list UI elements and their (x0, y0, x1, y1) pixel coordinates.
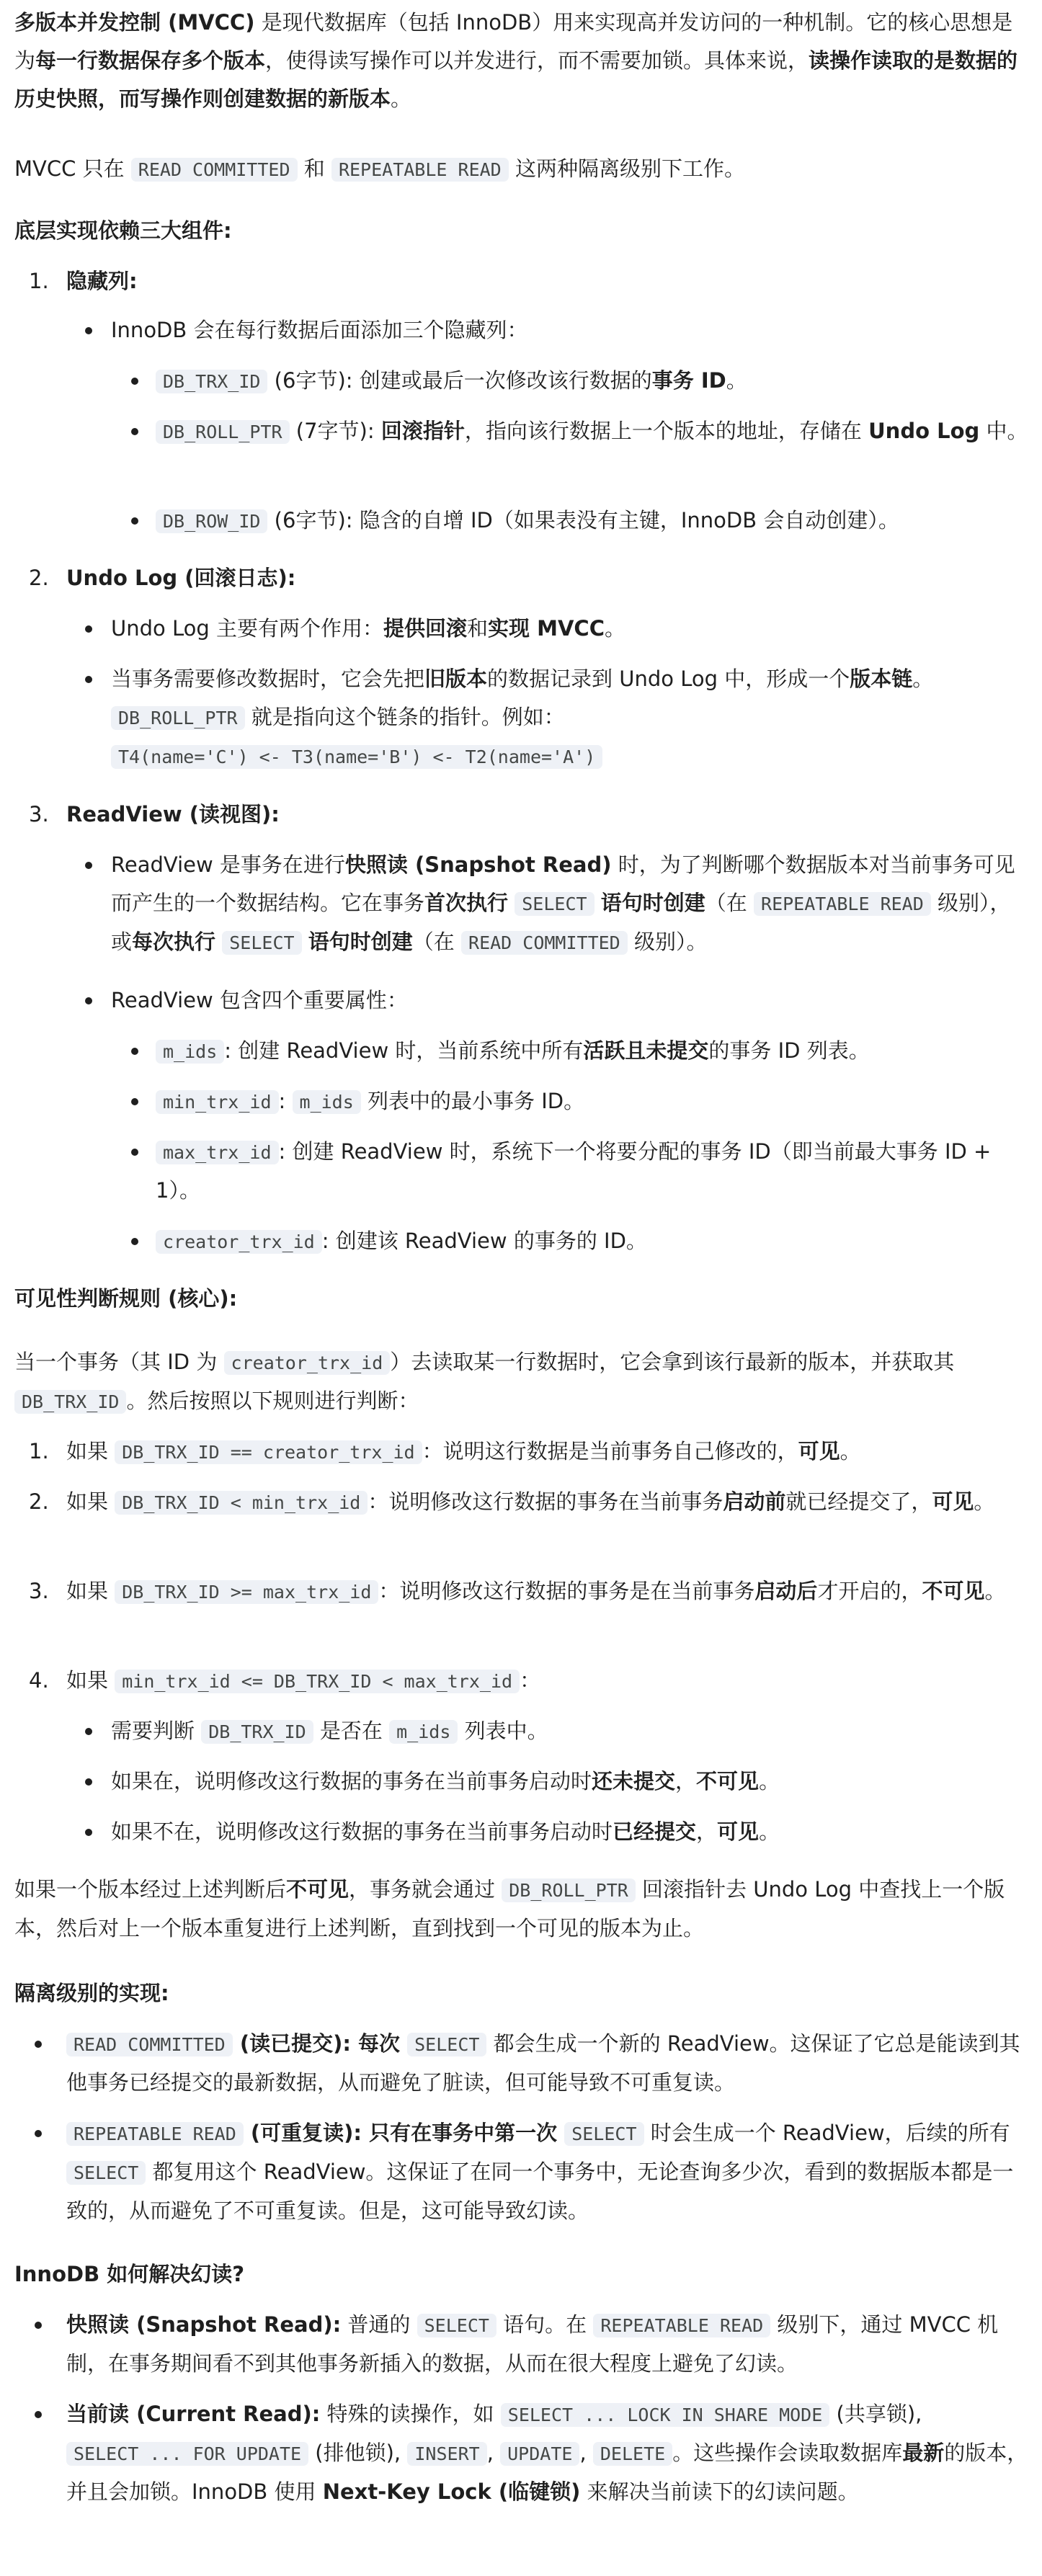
rule4-sub-2: 如果在，说明修改这行数据的事务在当前事务启动时还未提交，不可见。 (66, 1762, 1029, 1801)
bullet-icon (35, 2130, 42, 2137)
inline-code: READ COMMITTED (461, 931, 628, 955)
inline-code: DB_ROLL_PTR (111, 706, 245, 730)
inline-code: SELECT (407, 2033, 486, 2056)
inline-code: DB_TRX_ID (14, 1390, 126, 1414)
inline-code: SELECT ... LOCK IN SHARE MODE (501, 2403, 830, 2427)
inline-code: DB_TRX_ID == creator_trx_id (115, 1440, 422, 1464)
inline-code: READ COMMITTED (131, 158, 298, 182)
inline-code: DB_TRX_ID (156, 370, 267, 393)
list-marker: 3. (29, 1579, 49, 1603)
list-item: Undo Log 主要有两个作用：提供回滚和实现 MVCC。 (66, 610, 1029, 648)
visibility-rule-2: 2. 如果 DB_TRX_ID < min_trx_id ：说明修改这行数据的事务在当前事务启动前就已经提交了，可见。 (14, 1483, 1029, 1522)
inline-code: SELECT (564, 2122, 644, 2146)
visibility-rule-1: 1. 如果 DB_TRX_ID == creator_trx_id ：说明这行数据是当前事务自己修改的，可见。 (14, 1432, 1029, 1471)
visibility-intro: 当一个事务（其 ID 为 creator_trx_id ）去读取某一行数据时，它会拿到该行最新的版本，并获取其 DB_TRX_ID 。然后按照以下规则进行判断： (14, 1350, 955, 1413)
readview-attr-creator-trx-id: creator_trx_id : 创建该 ReadView 的事务的 ID。 (111, 1222, 1029, 1261)
inline-code: SELECT ... FOR UPDATE (66, 2442, 308, 2466)
isolation-heading: 隔离级别的实现: (14, 1981, 169, 2005)
bullet-icon (85, 1778, 92, 1786)
components-heading: 底层实现依赖三大组件: (14, 218, 232, 243)
component-readview (14, 795, 1029, 834)
bullet-icon (131, 517, 138, 525)
bullet-icon (35, 2322, 42, 2329)
inline-code: SELECT (515, 892, 594, 916)
list-marker: 3. (29, 802, 49, 826)
bullet-icon (131, 1048, 138, 1055)
readview-attr-m-ids: m_ids : 创建 ReadView 时，当前系统中所有活跃且未提交的事务 ID 列表。 (111, 1032, 1029, 1071)
rule4-sub-3: 如果不在，说明修改这行数据的事务在当前事务启动时已经提交，可见。 (66, 1813, 1029, 1851)
list-item: 当事务需要修改数据时，它会先把旧版本的数据记录到 Undo Log 中，形成一个版本链。 DB_ROLL_PTR 就是指向这个链条的指针。例如： T4(name='C') <- T3(name='B') <- T2(name='A') (66, 660, 1029, 776)
inline-code: REPEATABLE READ (66, 2122, 244, 2146)
bullet-icon (35, 2411, 42, 2418)
list-marker: 1. (29, 269, 49, 293)
inline-code: DB_ROLL_PTR (502, 1878, 636, 1902)
isolation-read-committed: READ COMMITTED (读已提交): 每次 SELECT 都会生成一个新的 ReadView。这保证了它总是能读到其他事务已经提交的最新数据，从而避免了脏读，但可能导致不可重复读。 (14, 2025, 1029, 2102)
inline-code: creator_trx_id (156, 1230, 322, 1254)
bullet-icon (85, 997, 92, 1004)
bullet-icon (131, 1149, 138, 1156)
phantom-current-read: 当前读 (Current Read): 特殊的读操作，如 SELECT ... LOCK IN SHARE MODE (共享锁), SELECT ... FOR UPDATE (排他锁), INSERT , UPDATE , DELETE 。这些操作会读取数据库最新的版本，并且会加锁。InnoDB 使用 Next-Key Lock (临键锁) 来解决当前读下的幻读问题。 (14, 2395, 1029, 2511)
inline-code: REPEATABLE READ (593, 2314, 770, 2337)
inline-code: creator_trx_id (224, 1351, 391, 1375)
bullet-icon (85, 1829, 92, 1836)
mvcc-levels-paragraph: MVCC 只在 READ COMMITTED 和 REPEATABLE READ 这两种隔离级别下工作。 (14, 156, 745, 181)
inline-code: min_trx_id <= DB_TRX_ID < max_trx_id (115, 1670, 520, 1693)
intro-paragraph: 多版本并发控制 (MVCC) 是现代数据库（包括 InnoDB）用来实现高并发访问的一种机制。它的核心思想是为每一行数据保存多个版本，使得读写操作可以并发进行，而不需要加锁。具体来说，读操作读取的是数据的历史快照，而写操作则创建数据的新版本。 (14, 10, 1018, 111)
bullet-icon (85, 1728, 92, 1735)
inline-code: DB_TRX_ID (201, 1720, 313, 1744)
mvcc-term: 多版本并发控制 (MVCC) (14, 10, 255, 35)
inline-code: SELECT (66, 2161, 146, 2185)
bullet-icon (85, 676, 92, 683)
phantom-snapshot-read: 快照读 (Snapshot Read): 普通的 SELECT 语句。在 REPEATABLE READ 级别下，通过 MVCC 机制，在事务期间看不到其他事务新插入的数据，从而在很大程度上避免了幻读。 (14, 2306, 1029, 2383)
visibility-rule-4: 4. 如果 min_trx_id <= DB_TRX_ID < max_trx_id ： (14, 1662, 1029, 1701)
inline-code: SELECT (417, 2314, 496, 2337)
list-marker: 2. (29, 1489, 49, 1514)
inline-code: m_ids (156, 1040, 224, 1064)
inline-code: max_trx_id (156, 1141, 279, 1164)
readview-attr-max-trx-id: max_trx_id : 创建 ReadView 时，系统下一个将要分配的事务 ID（即当前最大事务 ID + 1）。 (111, 1133, 1029, 1210)
inline-code: REPEATABLE READ (331, 158, 509, 182)
bullet-icon (131, 428, 138, 435)
bullet-icon (85, 327, 92, 334)
inline-code: min_trx_id (156, 1090, 279, 1114)
inline-code: DB_TRX_ID >= max_trx_id (115, 1580, 378, 1604)
component-title: ReadView (读视图): (66, 802, 280, 826)
inline-code: SELECT (222, 931, 301, 955)
inline-code: DB_ROLL_PTR (156, 420, 290, 444)
bullet-icon (85, 625, 92, 633)
bullet-icon (131, 1238, 138, 1245)
inline-code: DB_TRX_ID < min_trx_id (115, 1491, 368, 1515)
inline-code: DELETE (593, 2442, 672, 2466)
inline-code: INSERT (407, 2442, 486, 2466)
list-item: ReadView 包含四个重要属性： (66, 981, 1029, 1020)
component-title: 隐藏列: (66, 269, 138, 293)
inline-code: m_ids (293, 1090, 361, 1114)
inline-code: DB_ROW_ID (156, 509, 267, 533)
hidden-column-db-trx-id: DB_TRX_ID (6字节): 创建或最后一次修改该行数据的事务 ID。 (111, 362, 1029, 401)
inline-code: UPDATE (500, 2442, 579, 2466)
hidden-column-db-roll-ptr: DB_ROLL_PTR (7字节): 回滚指针，指向该行数据上一个版本的地址，存储在 Undo Log 中。 (111, 412, 1029, 451)
version-chain-code: T4(name='C') <- T3(name='B') <- T2(name='A') (111, 745, 602, 769)
bullet-icon (35, 2041, 42, 2048)
isolation-repeatable-read: REPEATABLE READ (可重复读): 只有在事务中第一次 SELECT 时会生成一个 ReadView，后续的所有 SELECT 都复用这个 ReadView。这保证了在同一个事务中，无论查询多少次，看到的数据版本都是一致的，从而避免了不可重复读。但是，这可能导致幻读。 (14, 2114, 1029, 2230)
inline-code: REPEATABLE READ (754, 892, 931, 916)
bullet-icon (85, 862, 92, 869)
hidden-column-db-row-id: DB_ROW_ID (6字节): 隐含的自增 ID（如果表没有主键，InnoDB 会自动创建）。 (111, 502, 1029, 540)
visibility-heading: 可见性判断规则 (核心): (14, 1286, 238, 1311)
bullet-icon (131, 1098, 138, 1105)
list-marker: 1. (29, 1439, 49, 1463)
inline-code: m_ids (389, 1720, 458, 1744)
list-marker: 4. (29, 1668, 49, 1693)
phantom-heading: InnoDB 如何解决幻读? (14, 2262, 245, 2286)
inline-code: READ COMMITTED (66, 2033, 233, 2056)
list-item: InnoDB 会在每行数据后面添加三个隐藏列： (66, 311, 1029, 349)
readview-attr-min-trx-id: min_trx_id : m_ids 列表中的最小事务 ID。 (111, 1082, 1029, 1121)
component-hidden-columns (14, 262, 1029, 300)
rule4-sub-1: 需要判断 DB_TRX_ID 是否在 m_ids 列表中。 (66, 1712, 1029, 1751)
list-item: ReadView 是事务在进行快照读 (Snapshot Read) 时，为了判断哪个数据版本对当前事务可见而产生的一个数据结构。它在事务首次执行 SELECT 语句时创建（在 REPEATABLE READ 级别），或每次执行 SELECT 语句时创建（在 READ COMMITTED 级别）。 (66, 846, 1029, 962)
component-title: Undo Log (回滚日志): (66, 566, 296, 590)
list-marker: 2. (29, 566, 49, 590)
component-undo-log (14, 559, 1029, 597)
bullet-icon (131, 378, 138, 385)
visibility-rule-3: 3. 如果 DB_TRX_ID >= max_trx_id ：说明修改这行数据的事务是在当前事务启动后才开启的，不可见。 (14, 1572, 1029, 1611)
fallback-paragraph: 如果一个版本经过上述判断后不可见，事务就会通过 DB_ROLL_PTR 回滚指针去 Undo Log 中查找上一个版本，然后对上一个版本重复进行上述判断，直到找到一个可见的版本为止。 (14, 1877, 1005, 1940)
